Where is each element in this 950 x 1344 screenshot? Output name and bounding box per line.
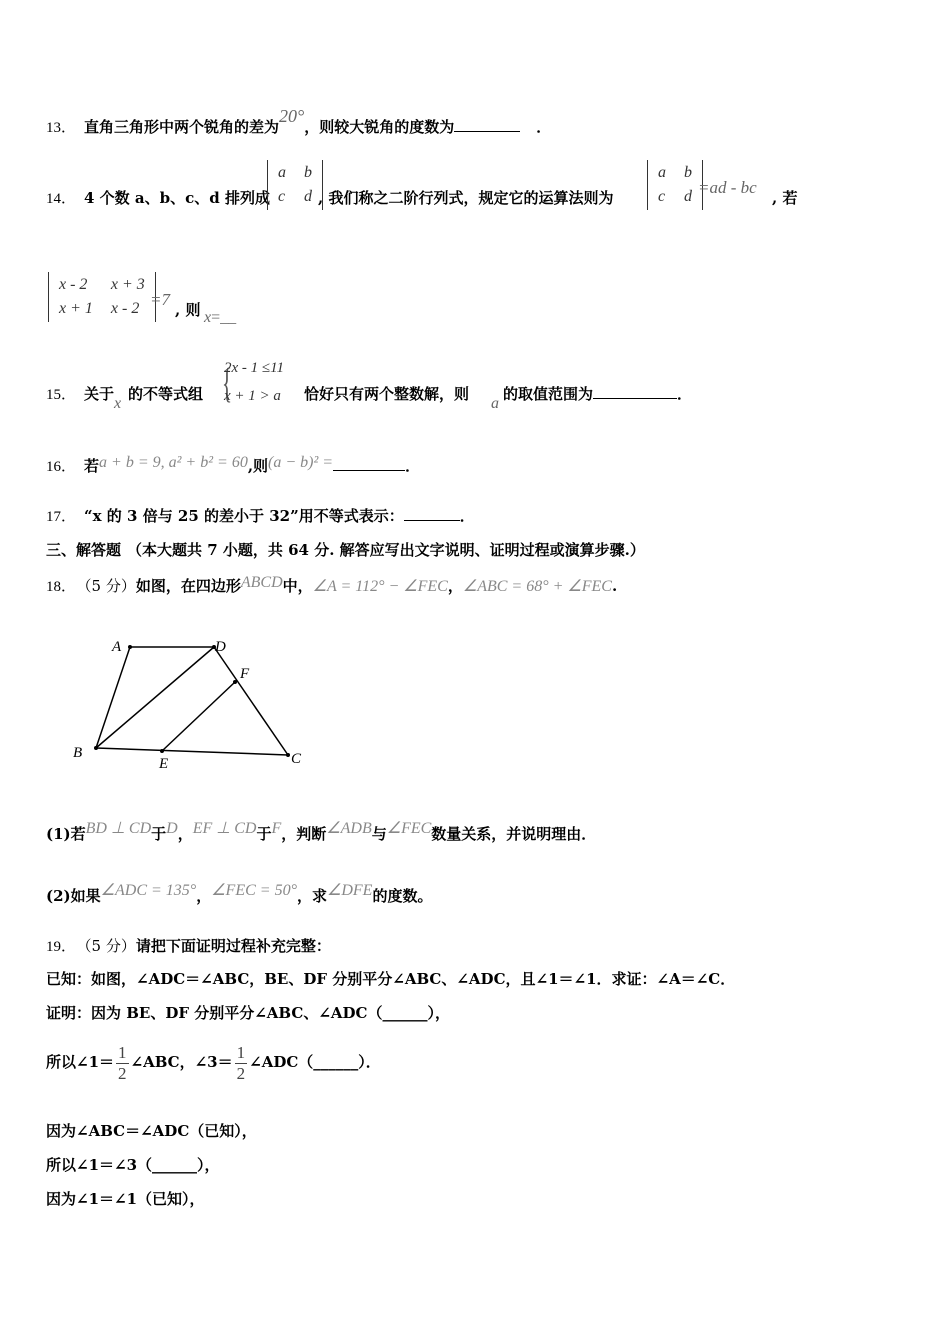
q15-var-x: x — [114, 395, 122, 412]
q18-quad: ABCD — [240, 574, 283, 591]
eq-r1c1: x - 2 — [59, 276, 88, 293]
q13-line — [46, 106, 552, 138]
q14-rule: =ad - bc — [698, 178, 757, 197]
q19-fraction-2 — [235, 1043, 248, 1084]
q19-given: 已知：如图，∠ADC＝∠ABC，BE、DF 分别平分∠ABC、∠ADC，且∠1＝∠1．求证：∠A＝∠C． — [46, 970, 736, 988]
q17-text: “x 的 3 倍与 25 的差小于 32”用不等式表示： — [84, 507, 404, 525]
label-A: A — [112, 639, 122, 655]
q16-line — [46, 456, 420, 477]
q14-line — [46, 188, 270, 209]
q19-text: 请把下面证明过程补充完整： — [135, 937, 331, 955]
segment-EF — [162, 682, 235, 751]
q18p1-angle2: ∠FEC — [386, 820, 432, 837]
q14-answer-blank[interactable]: =__ — [211, 309, 237, 326]
q18p1-cond1: BD ⊥ CD — [85, 820, 152, 837]
section3-heading — [46, 540, 645, 560]
q19-score: （5 分） — [84, 937, 136, 955]
matrix-c: c — [278, 188, 286, 205]
q18p1-label: (1)若 — [46, 825, 86, 843]
q19-fraction-1 — [116, 1043, 129, 1084]
q13-text-b: ，则较大锐角的度数为 — [304, 118, 455, 136]
q13-end: ． — [536, 118, 552, 136]
q15-ineq1: 2x - 1 ≤11 — [224, 360, 285, 376]
q18-sep: ， — [447, 577, 463, 595]
q18p1-sep: ， — [177, 825, 193, 843]
q13-answer-blank[interactable] — [454, 131, 520, 132]
q15-line — [46, 384, 114, 405]
q15-brace: { — [222, 361, 233, 407]
q14-text-c: , 若 — [772, 189, 798, 207]
q19-proof-line2 — [46, 1040, 381, 1084]
q15-var-a: a — [491, 395, 499, 412]
q14-text: 4 个数 a、b、c、d 排列成 — [84, 189, 270, 207]
rule-matrix-b: b — [684, 164, 692, 181]
q19-number: 19． — [46, 939, 77, 955]
q18p2-t2: 的度数。 — [372, 887, 433, 905]
q18-number: 18． — [46, 579, 77, 595]
q13-angle-value: 20° — [279, 106, 305, 126]
matrix-d: d — [304, 188, 312, 205]
q19-proof-line4: 所以∠1＝∠3（______）， — [46, 1156, 220, 1174]
q19-proof-line1: 证明：因为 BE、DF 分别平分∠ABC、∠ADC（______）， — [46, 1004, 450, 1022]
eq-r1c2: x + 3 — [110, 276, 145, 293]
q18-line — [46, 576, 617, 597]
q15-text-c: 恰好只有两个整数解，则 — [304, 385, 470, 403]
q13-number: 13． — [46, 120, 77, 136]
q14-then-text: , 则 — [175, 301, 201, 319]
q18-end: . — [611, 577, 618, 595]
q18p1-point1: D — [166, 820, 178, 837]
q17-end: ． — [459, 507, 475, 525]
q18p1-t2: 于 — [256, 825, 272, 843]
q18-text-b: 中， — [282, 577, 313, 595]
q18p1-t1: 于 — [151, 825, 167, 843]
q15-line-c — [304, 384, 469, 404]
section3-title: 三、解答题 — [46, 541, 122, 559]
q18p1-t3: ，判断 — [281, 825, 327, 843]
q16-answer-blank[interactable] — [333, 470, 405, 471]
q15-number: 15． — [46, 387, 77, 403]
q13-text: 直角三角形中两个锐角的差为 — [84, 118, 280, 136]
eq-r2c2: x - 2 — [110, 300, 140, 317]
q18p2-cond2: ∠FEC = 50° — [211, 882, 297, 899]
q18p2-t1: ，求 — [296, 887, 327, 905]
q19-proof-line3: 因为∠ABC＝∠ADC（已知）， — [46, 1122, 257, 1140]
label-E: E — [159, 756, 169, 772]
q16-end: ． — [405, 457, 421, 475]
rule-matrix-c: c — [658, 188, 666, 205]
matrix-b: b — [304, 164, 312, 181]
q18p2-angle: ∠DFE — [326, 882, 373, 899]
label-F: F — [240, 666, 250, 682]
label-C: C — [291, 751, 302, 767]
q18-part1 — [46, 820, 597, 845]
rule-matrix-d: d — [684, 188, 692, 205]
eq-r2c1: x + 1 — [59, 300, 93, 317]
q18p2-sep: ， — [196, 887, 212, 905]
segment-BC — [96, 748, 288, 755]
q19-proof-line5: 因为∠1＝∠1（已知）， — [46, 1190, 205, 1208]
point-F — [233, 680, 237, 684]
label-D: D — [215, 639, 226, 655]
q15-end: ． — [677, 385, 693, 403]
q14-text-b: , 我们称之二阶行列式，规定它的运算法则为 — [318, 189, 614, 207]
q16-text-a: 若 — [84, 457, 100, 475]
point-C — [286, 753, 290, 757]
q16-condition: a + b = 9, a² + b² = 60 — [99, 454, 248, 471]
q18p1-t5: 数量关系，并说明理由． — [431, 825, 597, 843]
q18-figure — [60, 630, 320, 780]
q15-ineq2: x + 1 > a — [224, 388, 281, 404]
q17-line — [46, 506, 475, 527]
q14-x — [204, 309, 236, 327]
q15-text-d: 的取值范围为 — [503, 385, 594, 403]
q18p2-cond1: ∠ADC = 135° — [100, 882, 197, 899]
section3-note: （本大题共 7 小题，共 64 分. 解答应写出文字说明、证明过程或演算步骤.） — [127, 541, 645, 559]
q14-x-var: x — [204, 309, 212, 326]
label-B: B — [73, 745, 83, 761]
frac1-top: 1 — [118, 1042, 127, 1062]
point-E — [160, 749, 164, 753]
frac1-bot: 2 — [118, 1063, 127, 1083]
q14-matrix-rule — [647, 160, 703, 210]
q19-p2b: ∠ABC，∠3＝ — [130, 1053, 233, 1071]
q16-text-b: ,则 — [247, 457, 269, 475]
segment-DC — [214, 647, 288, 755]
q14-equation-matrix — [48, 272, 156, 322]
q19-line — [46, 936, 331, 957]
q18-part2 — [46, 882, 433, 907]
q16-expression: (a − b)² = — [268, 454, 334, 471]
q15-text-b: 的不等式组 — [128, 385, 204, 403]
q18-text-a: 如图，在四边形 — [135, 577, 241, 595]
q18-cond1: ∠A = 112° − ∠FEC — [312, 578, 448, 595]
rule-matrix-a: a — [658, 164, 666, 181]
q14-then — [175, 300, 200, 320]
q14-line-c — [772, 188, 797, 208]
q18p1-t4: 与 — [371, 825, 387, 843]
q15-text-a: 关于 — [84, 385, 115, 403]
q18p1-angle1: ∠ADB — [326, 820, 372, 837]
q18-score: （5 分） — [84, 577, 136, 595]
frac2-bot: 2 — [236, 1063, 246, 1083]
q18p1-cond2: EF ⊥ CD — [192, 820, 257, 837]
q14-matrix-abcd — [267, 160, 323, 210]
q14-line-b — [318, 188, 613, 208]
q18p1-point2: F — [271, 820, 282, 837]
matrix-a: a — [278, 164, 286, 181]
q16-number: 16． — [46, 459, 77, 475]
q18p2-label: (2)如果 — [46, 887, 101, 905]
q19-p2c: ∠ADC（______）． — [249, 1053, 381, 1071]
q14-eq-rhs: =7 — [150, 290, 170, 309]
point-A — [128, 645, 132, 649]
q14-number: 14． — [46, 191, 77, 207]
frac2-top: 1 — [236, 1042, 246, 1062]
q15-answer-blank[interactable] — [593, 398, 677, 399]
q19-p2a: 所以∠1＝ — [46, 1053, 115, 1071]
q18-cond2: ∠ABC = 68° + ∠FEC — [462, 578, 612, 595]
q15-line-d — [503, 384, 692, 404]
q17-number: 17． — [46, 509, 77, 525]
point-B — [94, 746, 98, 750]
q17-answer-blank[interactable] — [404, 520, 460, 521]
q15-line-b — [128, 384, 203, 404]
